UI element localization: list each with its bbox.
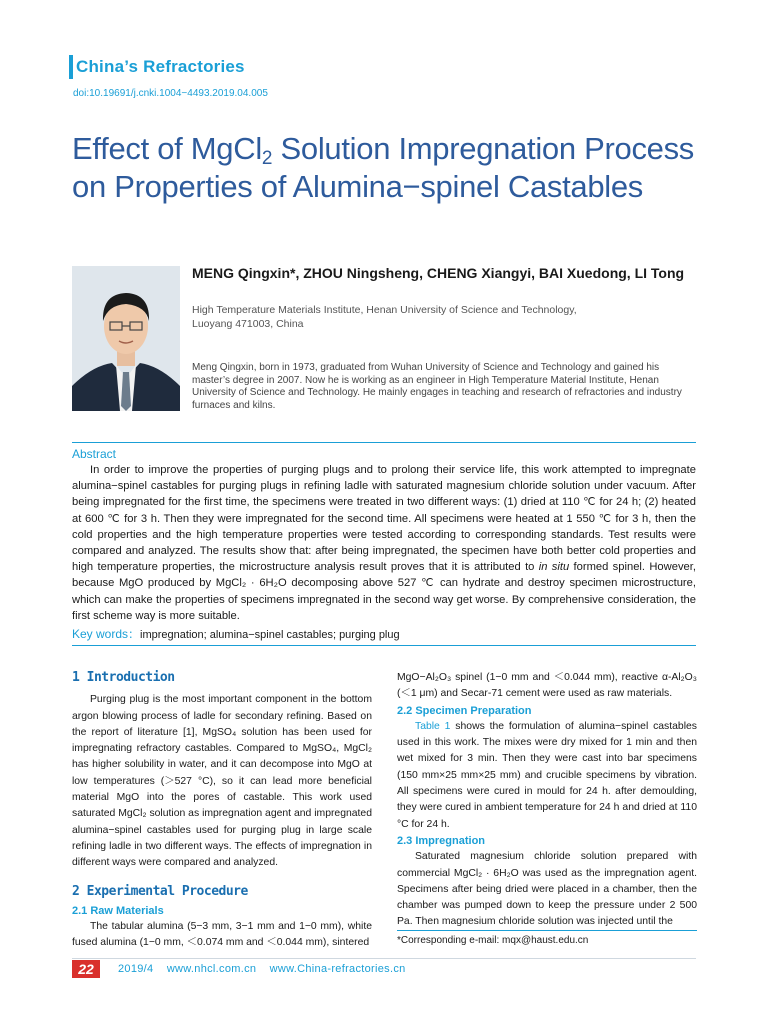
affiliation-line-1: High Temperature Materials Institute, Henan University of Science and Technology, — [192, 304, 577, 316]
section-1-heading: 1 Introduction — [72, 670, 175, 685]
author-portrait-image — [72, 266, 180, 411]
section-2-3-paragraph: Saturated magnesium chloride solution prepared with commercial MgCl₂ · 6H₂O was used as the impregnation agent. Specimens after being dried were placed in a chamber, then the chamber was pumped down to keep the pressure under 2 500 Pa. Then magnesium chloride solution was injected until the — [397, 851, 697, 928]
article-title: Effect of MgCl$_2$ Solution Impregnation Process on Properties of Alumina−spinel Castables — [72, 131, 694, 204]
author-list: MENG Qingxin*, ZHOU Ningsheng, CHENG Xiangyi, BAI Xuedong, LI Tong — [192, 265, 685, 281]
site-link-2[interactable]: www.China-refractories.cn — [269, 963, 406, 975]
journal-accent-bar — [69, 55, 73, 79]
left-column — [72, 670, 372, 952]
issue-label: 2019/4 — [118, 963, 154, 975]
section-2-1-paragraph-cont: MgO−Al₂O₃ spinel (1−0 mm and ＜0.044 mm), reactive α-Al₂O₃ (＜1 μm) and Secar-71 cement were used as raw materials. — [397, 672, 697, 700]
section-2-1-heading: 2.1 Raw Materials — [72, 904, 164, 917]
site-link-1[interactable]: www.nhcl.com.cn — [166, 963, 257, 975]
keywords-bottom-rule — [72, 645, 696, 646]
corresponding-email[interactable]: *Corresponding e-mail: mqx@haust.edu.cn — [397, 935, 589, 946]
doi[interactable]: doi:10.19691/j.cnki.1004−4493.2019.04.005 — [73, 88, 268, 99]
abstract-heading: Abstract — [72, 447, 117, 461]
abstract-body: In order to improve the properties of purging plugs and to prolong their service life, this work attempted to impregnate alumina−spinel castables for purging plugs in refining ladle with saturated magnesium chloride solution under vacuum. After being impregnated for the first time, the specimens were treated in two different ways: (1) dried at 110 ℃ for 24 h; (2) heated at 600 ℃ for 3 h. Then they were impregnated for the second time. All specimens were heated at 1 550 ℃ for 3 h, then the cold properties and the high temperature properties were tested according to corresponding standards. Test results were compared and analyzed. The results show that: after being impregnated, the specimen have both better cold properties and high temperature properties, the microstructure analysis result proves that it is attributed to in situ formed spinel. However, because MgO produced by MgCl₂ · 6H₂O decomposing above 527 ℃ can hydrate and destroy specimen microstructure, which can make the properties of specimens impregnated in the second way get worse. By comprehensive consideration, the first scheme way is more suitable. — [72, 464, 696, 622]
abstract-top-rule — [72, 442, 696, 443]
keywords-label: Key words： — [72, 627, 141, 641]
section-2-2-paragraph: Table 1 shows the formulation of alumina−spinel castables used in this work. The mixes were dry mixed for 1 min and then wet mixed for 3 min. Then they were cast into bar specimens (150 mm×25 mm×25 mm) and crucible specimens by vibration. All specimens were cured in mould for 24 h. after demoulding, they were cured in ambient temperature for 24 h and dried at 110 °C for 24 h. — [397, 720, 697, 830]
in-situ-italic: in situ — [538, 561, 570, 574]
footer-info — [118, 963, 416, 975]
section-2-2-heading: 2.2 Specimen Preparation — [397, 704, 532, 717]
author-bio: Meng Qingxin, born in 1973, graduated from Wuhan University of Science and Technology and gained his master’s degree in 2007. Now he is working as an engineer in High Temperature Material Institute, Henan University of Science and Technology. He mainly engages in teaching and research of refractories and industry furnaces and kilns. — [192, 362, 682, 411]
affiliation — [192, 303, 712, 331]
keywords-text: impregnation; alumina−spinel castables; purging plug — [140, 629, 400, 641]
section-2-3-heading: 2.3 Impregnation — [397, 834, 486, 847]
section-1-paragraph: Purging plug is the most important component in the bottom argon blowing process of ladle for secondary refining. Based on the report of literature [1], MgSO₄ solution has been used for impregnating refractory castables. Compared to MgSO₄, MgCl₂ has higher solubility in water, and it can decompose into MgO at low temperatures (＞527 °C), so it can lead more beneficial material MgO into the pores of castable. This work used saturated MgCl₂ solution as impregnation agent and impregnated alumina−spinel castables used for purging plug in large scale refining ladle in two different ways. The effects of impregnation in different ways were compared and analyzed. — [72, 694, 372, 869]
section-2-1-paragraph: The tabular alumina (5−3 mm, 3−1 mm and 1−0 mm), white fused alumina (1−0 mm, ＜0.074 mm and ＜0.044 mm), sintered — [72, 921, 372, 949]
affiliation-line-2: Luoyang 471003, China — [192, 318, 304, 330]
right-column — [397, 670, 697, 931]
section-2-heading: 2 Experimental Procedure — [72, 883, 248, 899]
keywords — [72, 625, 696, 642]
journal-name: China’s Refractories — [76, 57, 245, 76]
footer-rule — [72, 958, 696, 959]
table-1-link[interactable]: Table 1 — [415, 720, 451, 732]
author-photo — [72, 266, 180, 411]
footnote-rule — [397, 930, 697, 931]
page-number: 22 — [72, 960, 100, 978]
